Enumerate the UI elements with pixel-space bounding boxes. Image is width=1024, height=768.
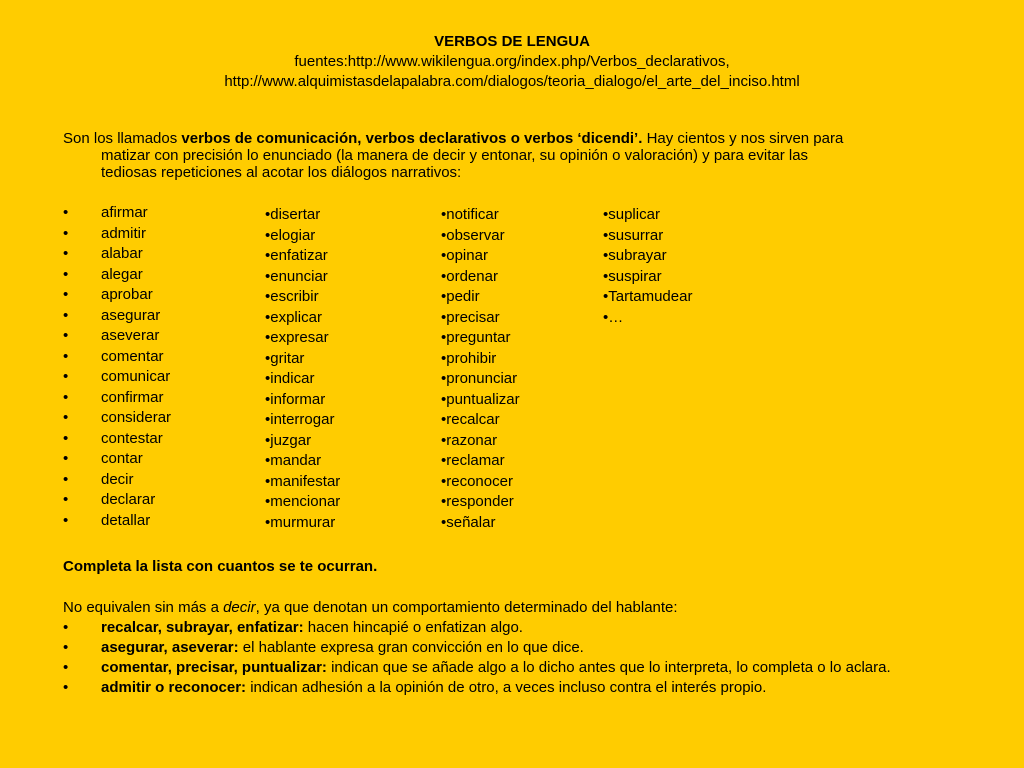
verb-item: •pedir bbox=[441, 288, 480, 305]
explanation-item bbox=[63, 659, 963, 676]
verb-label: admitir bbox=[101, 224, 147, 242]
verb-label: asegurar bbox=[101, 306, 161, 324]
verb-label: aseverar bbox=[101, 327, 160, 344]
verb-item: •prohibir bbox=[441, 349, 497, 367]
verb-item: •… bbox=[603, 308, 624, 326]
verb-label: comunicar bbox=[101, 368, 171, 385]
verb-item: •murmurar bbox=[265, 513, 336, 531]
bullet-icon: • bbox=[63, 639, 69, 656]
verb-label: alegar bbox=[101, 265, 143, 283]
bullet-icon: • bbox=[63, 429, 69, 447]
verb-label: comentar bbox=[101, 347, 164, 365]
explanation-verbs: asegurar, aseverar: bbox=[101, 639, 239, 656]
verb-item: •juzgar bbox=[265, 431, 312, 449]
note-prefix: No equivalen sin más a bbox=[63, 599, 224, 616]
bullet-icon: • bbox=[63, 204, 69, 221]
verb-item: •expresar bbox=[265, 329, 329, 346]
verb-item: •enfatizar bbox=[265, 247, 328, 264]
source-line-1: fuentes:http://www.wikilengua.org/index.php/Verbos_declarativos, bbox=[294, 53, 730, 70]
verb-item: •explicar bbox=[265, 308, 322, 326]
verb-list-column-4 bbox=[603, 206, 692, 329]
intro-paragraph bbox=[63, 130, 963, 181]
verb-label: afirmar bbox=[101, 204, 148, 221]
explanation-text bbox=[101, 639, 963, 656]
bullet-icon: • bbox=[63, 619, 69, 636]
verb-item bbox=[63, 204, 171, 225]
explanation-meaning: indican adhesión a la opinión de otro, a veces incluso contra el interés propio. bbox=[246, 679, 767, 696]
note-italic: decir bbox=[223, 599, 256, 616]
bullet-icon: • bbox=[63, 511, 69, 529]
explanation-item bbox=[63, 639, 963, 656]
verb-item: •recalcar bbox=[441, 411, 500, 428]
source-line-2: http://www.alquimistasdelapalabra.com/dialogos/teoria_dialogo/el_arte_del_inciso.html bbox=[224, 73, 800, 90]
verb-label: declarar bbox=[101, 491, 156, 508]
bullet-icon: • bbox=[63, 286, 69, 303]
verb-item: •enunciar bbox=[265, 267, 328, 285]
verb-item: •suspirar bbox=[603, 267, 662, 285]
bullet-icon: • bbox=[63, 470, 69, 488]
verb-item: •opinar bbox=[441, 247, 488, 264]
page-title: VERBOS DE LENGUA bbox=[434, 33, 590, 50]
explanation-text bbox=[101, 619, 963, 636]
verb-list-column-3 bbox=[441, 206, 520, 534]
bullet-icon: • bbox=[63, 347, 69, 365]
verb-label: contestar bbox=[101, 429, 163, 447]
verb-item: •gritar bbox=[265, 349, 305, 367]
bullet-icon: • bbox=[63, 388, 69, 406]
header bbox=[0, 32, 1024, 92]
verb-label: considerar bbox=[101, 409, 172, 426]
verb-item: •mencionar bbox=[265, 493, 341, 510]
verb-item: •pronunciar bbox=[441, 370, 518, 387]
verb-item: •notificar bbox=[441, 206, 499, 223]
bullet-icon: • bbox=[63, 368, 69, 385]
verb-item: •preguntar bbox=[441, 329, 511, 346]
verb-label: alabar bbox=[101, 245, 143, 262]
bullet-icon: • bbox=[63, 265, 69, 283]
verb-item: •precisar bbox=[441, 308, 500, 326]
explanation-verbs: comentar, precisar, puntualizar: bbox=[101, 659, 327, 676]
verb-item bbox=[63, 327, 171, 348]
verb-item bbox=[63, 368, 171, 389]
bullet-icon: • bbox=[63, 491, 69, 508]
bullet-icon: • bbox=[63, 409, 69, 426]
verb-item: •subrayar bbox=[603, 247, 667, 264]
verb-item bbox=[63, 348, 171, 369]
bullet-icon: • bbox=[63, 659, 69, 676]
explanation-item bbox=[63, 619, 963, 636]
verb-item: •manifestar bbox=[265, 472, 341, 490]
verb-item: •suplicar bbox=[603, 206, 660, 223]
explanation-meaning: indican que se añade algo a lo dicho antes que lo interpreta, lo completa o lo aclara. bbox=[326, 659, 891, 676]
bullet-icon: • bbox=[63, 327, 69, 344]
verb-item: •reclamar bbox=[441, 452, 505, 469]
verb-item: •indicar bbox=[265, 370, 315, 387]
verb-list-column-2 bbox=[265, 206, 340, 534]
bullet-icon: • bbox=[63, 679, 69, 696]
verb-item bbox=[63, 286, 171, 307]
bullet-icon: • bbox=[63, 306, 69, 324]
verb-item: •responder bbox=[441, 493, 514, 510]
verb-label: contar bbox=[101, 450, 143, 467]
explanation-text bbox=[101, 659, 963, 676]
verb-item: •observar bbox=[441, 226, 505, 244]
verb-item: •interrogar bbox=[265, 411, 335, 428]
verb-label: decir bbox=[101, 470, 134, 488]
verb-label: detallar bbox=[101, 511, 151, 529]
verb-item bbox=[63, 409, 171, 430]
intro-prefix: Son los llamados bbox=[63, 130, 182, 147]
verb-item bbox=[63, 450, 171, 471]
verb-item bbox=[63, 225, 171, 246]
explanation-verbs: recalcar, subrayar, enfatizar: bbox=[101, 619, 304, 636]
explanation-meaning: el hablante expresa gran convicción en lo que dice. bbox=[238, 639, 584, 656]
verb-item: •señalar bbox=[441, 513, 496, 531]
verb-item: •mandar bbox=[265, 452, 322, 469]
complete-instruction: Completa la lista con cuantos se te ocurran. bbox=[63, 558, 378, 575]
verb-item: •disertar bbox=[265, 206, 321, 223]
verb-item: •ordenar bbox=[441, 267, 498, 285]
explanation-section bbox=[63, 599, 963, 699]
verb-item: •informar bbox=[265, 390, 326, 408]
verb-label: aprobar bbox=[101, 286, 153, 303]
verb-item bbox=[63, 471, 171, 492]
note-line bbox=[63, 599, 963, 616]
verb-item: •reconocer bbox=[441, 472, 513, 490]
verb-item bbox=[63, 491, 171, 512]
verb-item: •Tartamudear bbox=[603, 288, 693, 305]
verb-item: •puntualizar bbox=[441, 390, 520, 408]
verb-item: •elogiar bbox=[265, 226, 316, 244]
intro-line-1 bbox=[63, 130, 963, 147]
bullet-icon: • bbox=[63, 224, 69, 242]
verb-item bbox=[63, 512, 171, 533]
verb-item bbox=[63, 430, 171, 451]
explanation-item bbox=[63, 679, 963, 696]
explanation-verbs: admitir o reconocer: bbox=[101, 679, 247, 696]
verb-item: •razonar bbox=[441, 431, 498, 449]
intro-suffix: Hay cientos y nos sirven para bbox=[642, 130, 844, 147]
explanation-text bbox=[101, 679, 963, 696]
intro-bold: verbos de comunicación, verbos declarativos o verbos ‘dicendi’. bbox=[181, 130, 643, 147]
verb-label: confirmar bbox=[101, 388, 164, 406]
verb-item: •escribir bbox=[265, 288, 319, 305]
verb-item bbox=[63, 266, 171, 287]
verb-item bbox=[63, 389, 171, 410]
verb-item: •susurrar bbox=[603, 226, 664, 244]
intro-line-2: matizar con precisión lo enunciado (la manera de decir y entonar, su opinión o valoración) y para evitar las bbox=[101, 147, 809, 164]
intro-line-3: tediosas repeticiones al acotar los diálogos narrativos: bbox=[101, 164, 462, 181]
verb-list-column-1 bbox=[63, 204, 171, 532]
explanation-list bbox=[63, 619, 963, 696]
bullet-icon: • bbox=[63, 450, 69, 467]
verb-item bbox=[63, 245, 171, 266]
explanation-meaning: hacen hincapié o enfatizan algo. bbox=[303, 619, 523, 636]
verb-item bbox=[63, 307, 171, 328]
bullet-icon: • bbox=[63, 245, 69, 262]
note-suffix: , ya que denotan un comportamiento determinado del hablante: bbox=[255, 599, 678, 616]
